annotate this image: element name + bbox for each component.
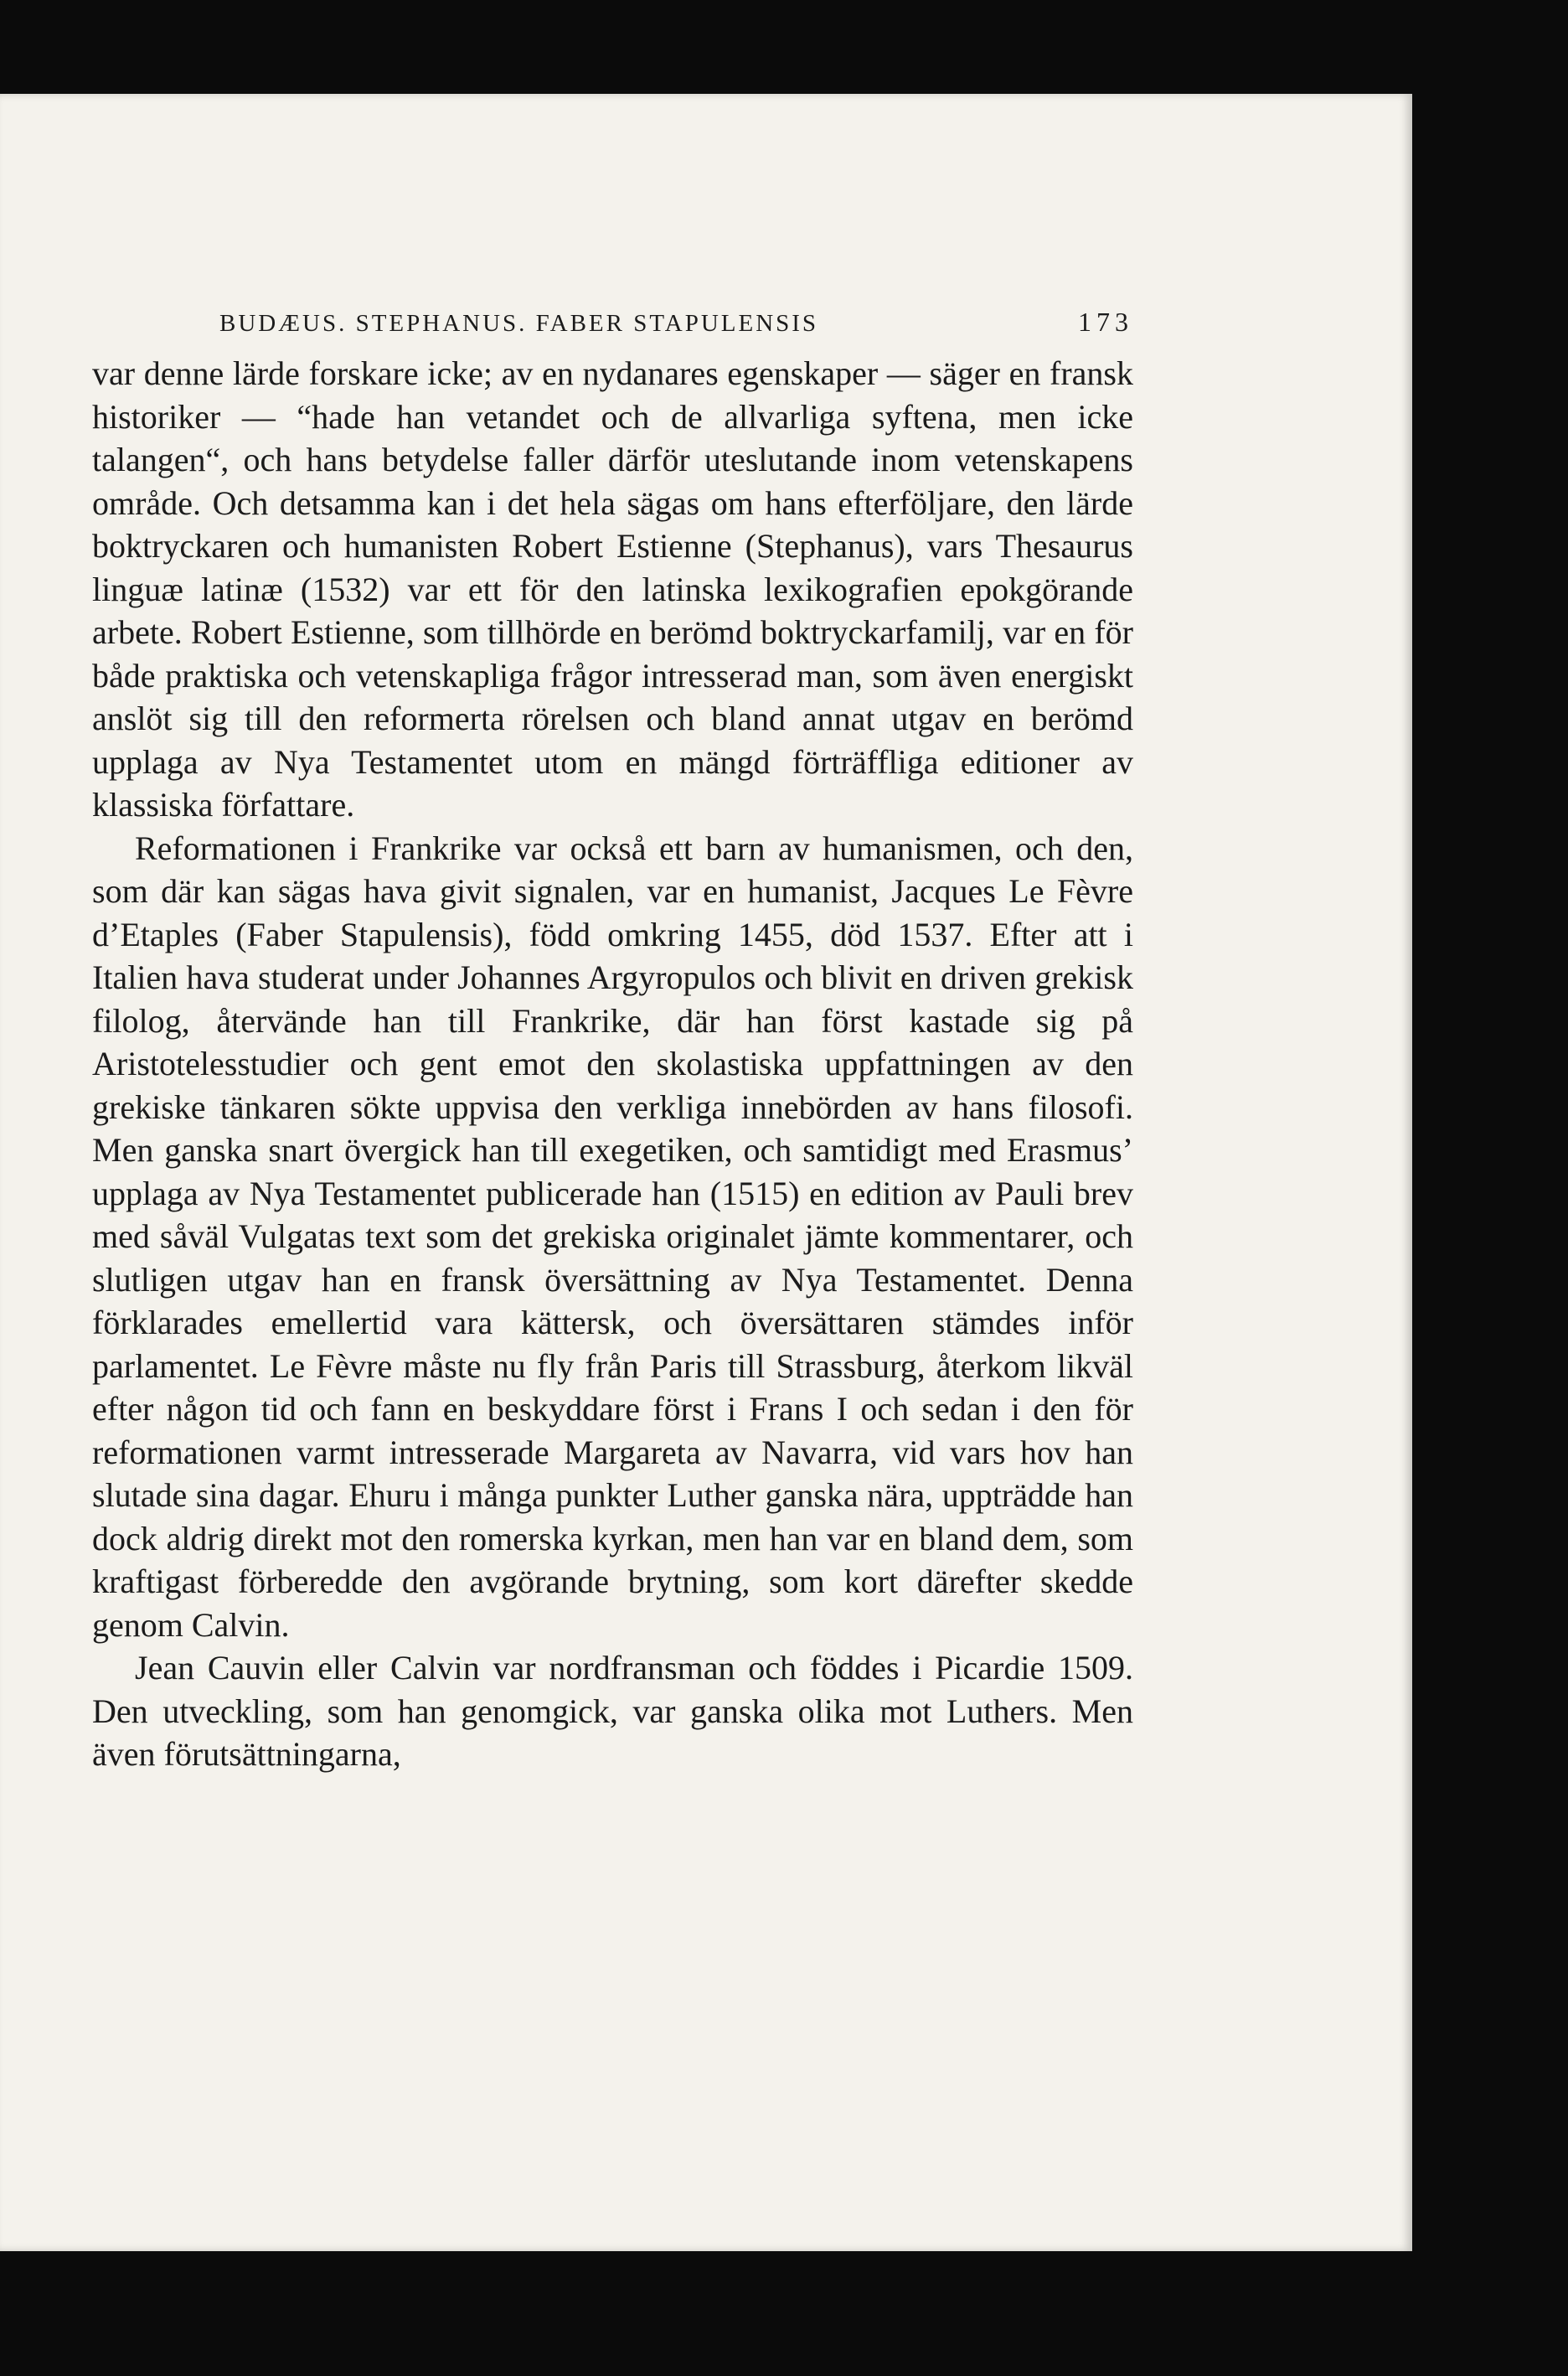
running-head: [92, 307, 1133, 347]
page-number: 173: [1078, 307, 1133, 337]
body-text: [92, 352, 1133, 1776]
paragraph-3: Jean Cauvin eller Calvin var nordfransman och föddes i Picardie 1509. Den utveckling, som han genomgick, var ganska olika mot Luthers. Men även förutsättningarna,: [92, 1649, 1133, 1773]
text-block: [92, 307, 1133, 1776]
running-head-title: BUDÆUS. STEPHANUS. FABER STAPULENSIS: [219, 310, 819, 337]
paragraph-1: var denne lärde forskare icke; av en nydanares egenskaper — säger en fransk historiker — “hade han vetandet och de allvarliga syftena, men icke talangen“, och hans betydelse faller därför uteslutande inom vetenskapens område. Och detsamma kan i det hela sägas om hans efterföljare, den lärde boktryckaren och humanisten Robert Estienne (Stephanus), vars Thesaurus linguæ latinæ (1532) var ett för den latinska lexikografien epokgörande arbete. Robert Estienne, som tillhörde en berömd boktryckarfamilj, var en för både praktiska och vetenskapliga frågor intresserad man, som även energiskt anslöt sig till den reformerta rörelsen och bland annat utgav en berömd upplaga av Nya Testamentet utom en mängd förträffliga editioner av klassiska författare.: [92, 354, 1133, 824]
paragraph-2: Reformationen i Frankrike var också ett barn av humanismen, och den, som där kan sägas hava givit signalen, var en humanist, Jacques Le Fèvre d’Etaples (Faber Stapulensis), född omkring 1455, död 1537. Efter att i Italien hava studerat under Johannes Argyropulos och blivit en driven grekisk filolog, återvände han till Frankrike, där han först kastade sig på Aristotelesstudier och gent emot den skolastiska uppfattningen av den grekiske tänkaren sökte uppvisa den verkliga innebörden av hans filosofi. Men ganska snart övergick han till exegetiken, och samtidigt med Erasmus’ upplaga av Nya Testamentet publicerade han (1515) en edition av Pauli brev med såväl Vulgatas text som det grekiska originalet jämte kommentarer, och slutligen utgav han en fransk översättning av Nya Testamentet. Denna förklarades emellertid vara kättersk, och översättaren stämdes inför parlamentet. Le Fèvre måste nu fly från Paris till Strassburg, återkom likväl efter någon tid och fann en beskyddare först i Frans I och sedan i den för reformationen varmt intresserade Margareta av Navarra, vid vars hov han slutade sina dagar. Ehuru i många punkter Luther ganska nära, uppträdde han dock aldrig direkt mot den romerska kyrkan, men han var en bland dem, som kraftigast förberedde den avgörande brytning, som kort därefter skedde genom Calvin.: [92, 829, 1133, 1644]
book-page: [0, 94, 1412, 2251]
